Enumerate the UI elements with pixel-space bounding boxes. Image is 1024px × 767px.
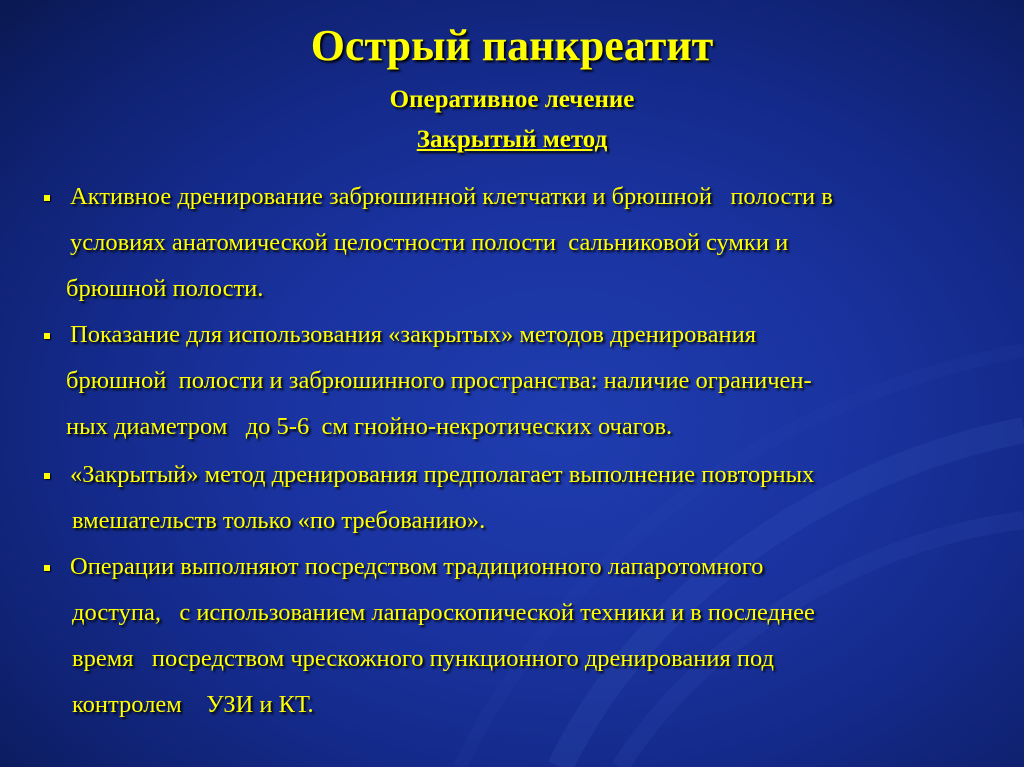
text-line-7: «Закрытый» метод дренирования предполагает выполнение повторных	[70, 461, 815, 488]
text-line-11: время посредством чрескожного пункционного дренирования под	[72, 645, 774, 672]
text-line-2: условиях анатомической целостности полости сальниковой сумки и	[70, 229, 789, 256]
text-line-12: контролем УЗИ и КТ.	[72, 691, 314, 718]
text-line-6: ных диаметром до 5-6 см гнойно-некротических очагов.	[66, 413, 673, 440]
slide-subtitle: Оперативное лечение	[389, 86, 635, 113]
text-line-1: Активное дренирование забрюшинной клетчатки и брюшной полости в	[70, 183, 833, 210]
bullet-marker-1	[44, 195, 50, 201]
text-line-8: вмешательств только «по требованию».	[72, 507, 486, 534]
slide-method-heading: Закрытый метод	[416, 126, 608, 153]
text-line-10: доступа, с использованием лапароскопической техники и в последнее	[72, 599, 815, 626]
text-line-5: брюшной полости и забрюшинного пространства: наличие ограничен-	[66, 367, 812, 394]
text-line-3: брюшной полости.	[66, 275, 264, 302]
text-line-9: Операции выполняют посредством традиционного лапаротомного	[70, 553, 764, 580]
bullet-marker-4	[44, 565, 50, 571]
bullet-marker-2	[44, 333, 50, 339]
bullet-marker-3	[44, 473, 50, 479]
slide-title: Острый панкреатит	[310, 21, 714, 70]
text-line-4: Показание для использования «закрытых» методов дренирования	[70, 321, 756, 348]
